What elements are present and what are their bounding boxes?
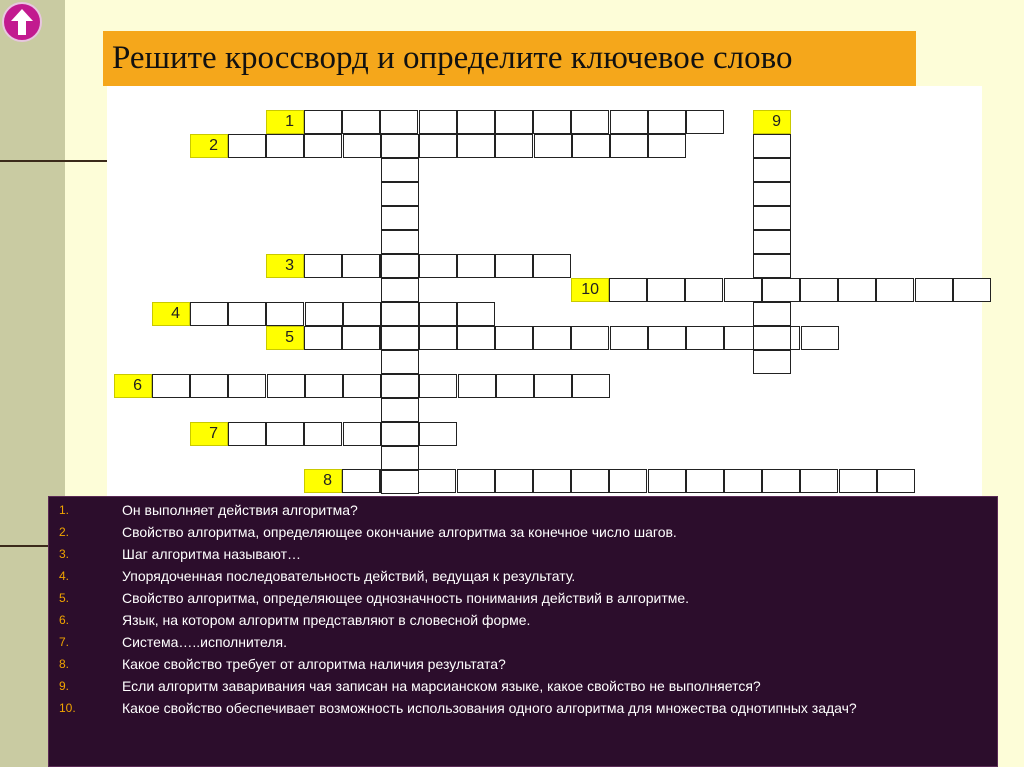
up-button[interactable] <box>2 2 42 42</box>
entry-1-cell[interactable] <box>342 110 380 134</box>
clue-text: Он выполняет действия алгоритма? <box>122 502 358 518</box>
entry-2-cell[interactable] <box>572 134 610 158</box>
entry-3-cell[interactable] <box>495 254 533 278</box>
entry-5-cell[interactable] <box>419 326 457 350</box>
clue-text: Язык, на котором алгоритм представляют в словесной форме. <box>122 612 531 628</box>
entry-8-cell[interactable] <box>418 469 456 493</box>
entry-10-cell[interactable] <box>953 278 991 302</box>
entry-number-5: 5 <box>266 326 304 350</box>
entry-2-cell[interactable] <box>610 134 648 158</box>
entry-6-cell[interactable] <box>267 374 305 398</box>
entry-number-6: 6 <box>114 374 152 398</box>
entry-number-7: 7 <box>190 422 228 446</box>
entry-7-cell[interactable] <box>419 422 457 446</box>
entry-1-cell[interactable] <box>571 110 609 134</box>
entry-4-cell[interactable] <box>343 302 381 326</box>
entry-9-cell[interactable] <box>753 326 791 350</box>
entry-1-cell[interactable] <box>380 110 418 134</box>
entry-1-cell[interactable] <box>686 110 724 134</box>
keyword-cell[interactable] <box>381 230 419 254</box>
keyword-cell[interactable] <box>381 446 419 470</box>
entry-6-cell[interactable] <box>496 374 534 398</box>
clue-number: 7. <box>59 635 70 649</box>
entry-7-cell[interactable] <box>228 422 266 446</box>
entry-5-cell[interactable] <box>457 326 495 350</box>
entry-1-cell[interactable] <box>419 110 457 134</box>
keyword-cell[interactable] <box>381 470 419 494</box>
entry-4-cell[interactable] <box>228 302 266 326</box>
entry-1-cell[interactable] <box>304 110 342 134</box>
entry-5-cell[interactable] <box>648 326 686 350</box>
entry-10-cell[interactable] <box>876 278 914 302</box>
entry-8-cell[interactable] <box>457 469 495 493</box>
entry-9-cell[interactable] <box>753 254 791 278</box>
entry-7-cell[interactable] <box>343 422 381 446</box>
entry-4-cell[interactable] <box>419 302 457 326</box>
entry-2-cell[interactable] <box>648 134 686 158</box>
entry-10-cell[interactable] <box>838 278 876 302</box>
clue-item <box>59 545 982 563</box>
entry-10-cell[interactable] <box>724 278 762 302</box>
entry-6-cell[interactable] <box>190 374 228 398</box>
entry-8-cell[interactable] <box>839 469 877 493</box>
entry-7-cell[interactable] <box>304 422 342 446</box>
keyword-cell[interactable] <box>381 374 419 398</box>
entry-6-cell[interactable] <box>572 374 610 398</box>
entry-5-cell[interactable] <box>801 326 839 350</box>
entry-5-cell[interactable] <box>495 326 533 350</box>
clue-number: 6. <box>59 613 70 627</box>
clue-item <box>59 655 982 673</box>
entry-8-cell[interactable] <box>533 469 571 493</box>
entry-2-cell[interactable] <box>457 134 495 158</box>
entry-8-cell[interactable] <box>571 469 609 493</box>
entry-2-cell[interactable] <box>495 134 533 158</box>
entry-4-cell[interactable] <box>190 302 228 326</box>
entry-8-cell[interactable] <box>342 469 380 493</box>
entry-number-8: 8 <box>304 469 342 493</box>
entry-6-cell[interactable] <box>152 374 190 398</box>
keyword-cell[interactable] <box>381 182 419 206</box>
entry-9-cell[interactable] <box>753 206 791 230</box>
divider-line-bottom <box>0 545 48 547</box>
clue-text: Какое свойство обеспечивает возможность использования одного алгоритма для множества однотипных задач? <box>122 700 857 716</box>
clue-number: 9. <box>59 679 70 693</box>
keyword-cell[interactable] <box>381 278 419 302</box>
entry-3-cell[interactable] <box>304 254 342 278</box>
entry-1-cell[interactable] <box>648 110 686 134</box>
entry-9-cell[interactable] <box>753 230 791 254</box>
entry-3-cell[interactable] <box>457 254 495 278</box>
entry-5-cell[interactable] <box>304 326 342 350</box>
clue-number: 10. <box>59 701 76 715</box>
clue-item <box>59 677 982 695</box>
entry-8-cell[interactable] <box>495 469 533 493</box>
keyword-cell[interactable] <box>381 254 419 278</box>
entry-5-cell[interactable] <box>686 326 724 350</box>
entry-6-cell[interactable] <box>228 374 266 398</box>
clue-item <box>59 589 982 607</box>
clue-number: 3. <box>59 547 70 561</box>
clue-text: Если алгоритм заваривания чая записан на марсианском языке, какое свойство не выполняется? <box>122 678 761 694</box>
clue-text: Система…..исполнителя. <box>122 634 287 650</box>
entry-6-cell[interactable] <box>534 374 572 398</box>
clue-item <box>59 611 982 629</box>
clue-text: Какое свойство требует от алгоритма наличия результата? <box>122 656 506 672</box>
entry-5-cell[interactable] <box>571 326 609 350</box>
entry-10-cell[interactable] <box>800 278 838 302</box>
entry-number-4: 4 <box>152 302 190 326</box>
keyword-cell[interactable] <box>381 326 419 350</box>
clue-number: 1. <box>59 503 70 517</box>
keyword-cell[interactable] <box>381 350 419 374</box>
divider-line-top <box>0 160 107 162</box>
entry-4-cell[interactable] <box>305 302 343 326</box>
entry-9-cell[interactable] <box>753 302 791 326</box>
entry-8-cell[interactable] <box>648 469 686 493</box>
entry-number-10: 10 <box>571 278 609 302</box>
clue-number: 4. <box>59 569 70 583</box>
clue-item <box>59 567 982 585</box>
arrow-up-icon <box>4 4 40 40</box>
entry-2-cell[interactable] <box>343 134 381 158</box>
entry-1-cell[interactable] <box>533 110 571 134</box>
entry-8-cell[interactable] <box>800 469 838 493</box>
keyword-cell[interactable] <box>381 206 419 230</box>
entry-6-cell[interactable] <box>419 374 457 398</box>
entry-5-cell[interactable] <box>342 326 380 350</box>
entry-number-1: 1 <box>266 110 304 134</box>
clue-item <box>59 633 982 651</box>
entry-5-cell[interactable] <box>533 326 571 350</box>
entry-8-cell[interactable] <box>686 469 724 493</box>
entry-8-cell[interactable] <box>724 469 762 493</box>
entry-2-cell[interactable] <box>228 134 266 158</box>
entry-number-3: 3 <box>266 254 304 278</box>
keyword-cell[interactable] <box>381 158 419 182</box>
clue-text: Упорядоченная последовательность действий, ведущая к результату. <box>122 568 576 584</box>
entry-2-cell[interactable] <box>304 134 342 158</box>
crossword-board <box>107 86 982 496</box>
entry-3-cell[interactable] <box>342 254 380 278</box>
entry-10-cell[interactable] <box>685 278 723 302</box>
entry-2-cell[interactable] <box>266 134 304 158</box>
entry-10-cell[interactable] <box>647 278 685 302</box>
keyword-cell[interactable] <box>381 398 419 422</box>
keyword-cell[interactable] <box>381 422 419 446</box>
entry-4-cell[interactable] <box>457 302 495 326</box>
entry-6-cell[interactable] <box>458 374 496 398</box>
entry-3-cell[interactable] <box>419 254 457 278</box>
clue-item <box>59 699 982 717</box>
clue-number: 5. <box>59 591 70 605</box>
keyword-cell[interactable] <box>381 302 419 326</box>
entry-1-cell[interactable] <box>495 110 533 134</box>
entry-6-cell[interactable] <box>305 374 343 398</box>
entry-1-cell[interactable] <box>457 110 495 134</box>
clue-number: 2. <box>59 525 70 539</box>
entry-2-cell[interactable] <box>534 134 572 158</box>
entry-9-cell[interactable] <box>753 158 791 182</box>
entry-3-cell[interactable] <box>533 254 571 278</box>
entry-6-cell[interactable] <box>343 374 381 398</box>
clue-text: Шаг алгоритма называют… <box>122 546 301 562</box>
entry-10-cell[interactable] <box>609 278 647 302</box>
entry-7-cell[interactable] <box>266 422 304 446</box>
entry-4-cell[interactable] <box>266 302 304 326</box>
clue-item <box>59 501 982 519</box>
keyword-cell[interactable] <box>381 134 419 158</box>
entry-8-cell[interactable] <box>762 469 800 493</box>
clue-number: 8. <box>59 657 70 671</box>
entry-9-cell[interactable] <box>753 134 791 158</box>
clue-text: Свойство алгоритма, определяющее окончание алгоритма за конечное число шагов. <box>122 524 677 540</box>
entry-5-cell[interactable] <box>610 326 648 350</box>
entry-9-cell[interactable] <box>753 182 791 206</box>
page-title: Решите кроссворд и определите ключевое слово <box>103 31 916 86</box>
entry-10-cell[interactable] <box>762 278 800 302</box>
entry-9-cell[interactable] <box>753 350 791 374</box>
clue-list <box>48 496 998 767</box>
entry-1-cell[interactable] <box>610 110 648 134</box>
clue-item <box>59 523 982 541</box>
entry-10-cell[interactable] <box>915 278 953 302</box>
entry-number-9: 9 <box>753 110 791 134</box>
entry-8-cell[interactable] <box>877 469 915 493</box>
entry-8-cell[interactable] <box>609 469 647 493</box>
entry-2-cell[interactable] <box>419 134 457 158</box>
clue-text: Свойство алгоритма, определяющее однозначность понимания действий в алгоритме. <box>122 590 690 606</box>
entry-number-2: 2 <box>190 134 228 158</box>
